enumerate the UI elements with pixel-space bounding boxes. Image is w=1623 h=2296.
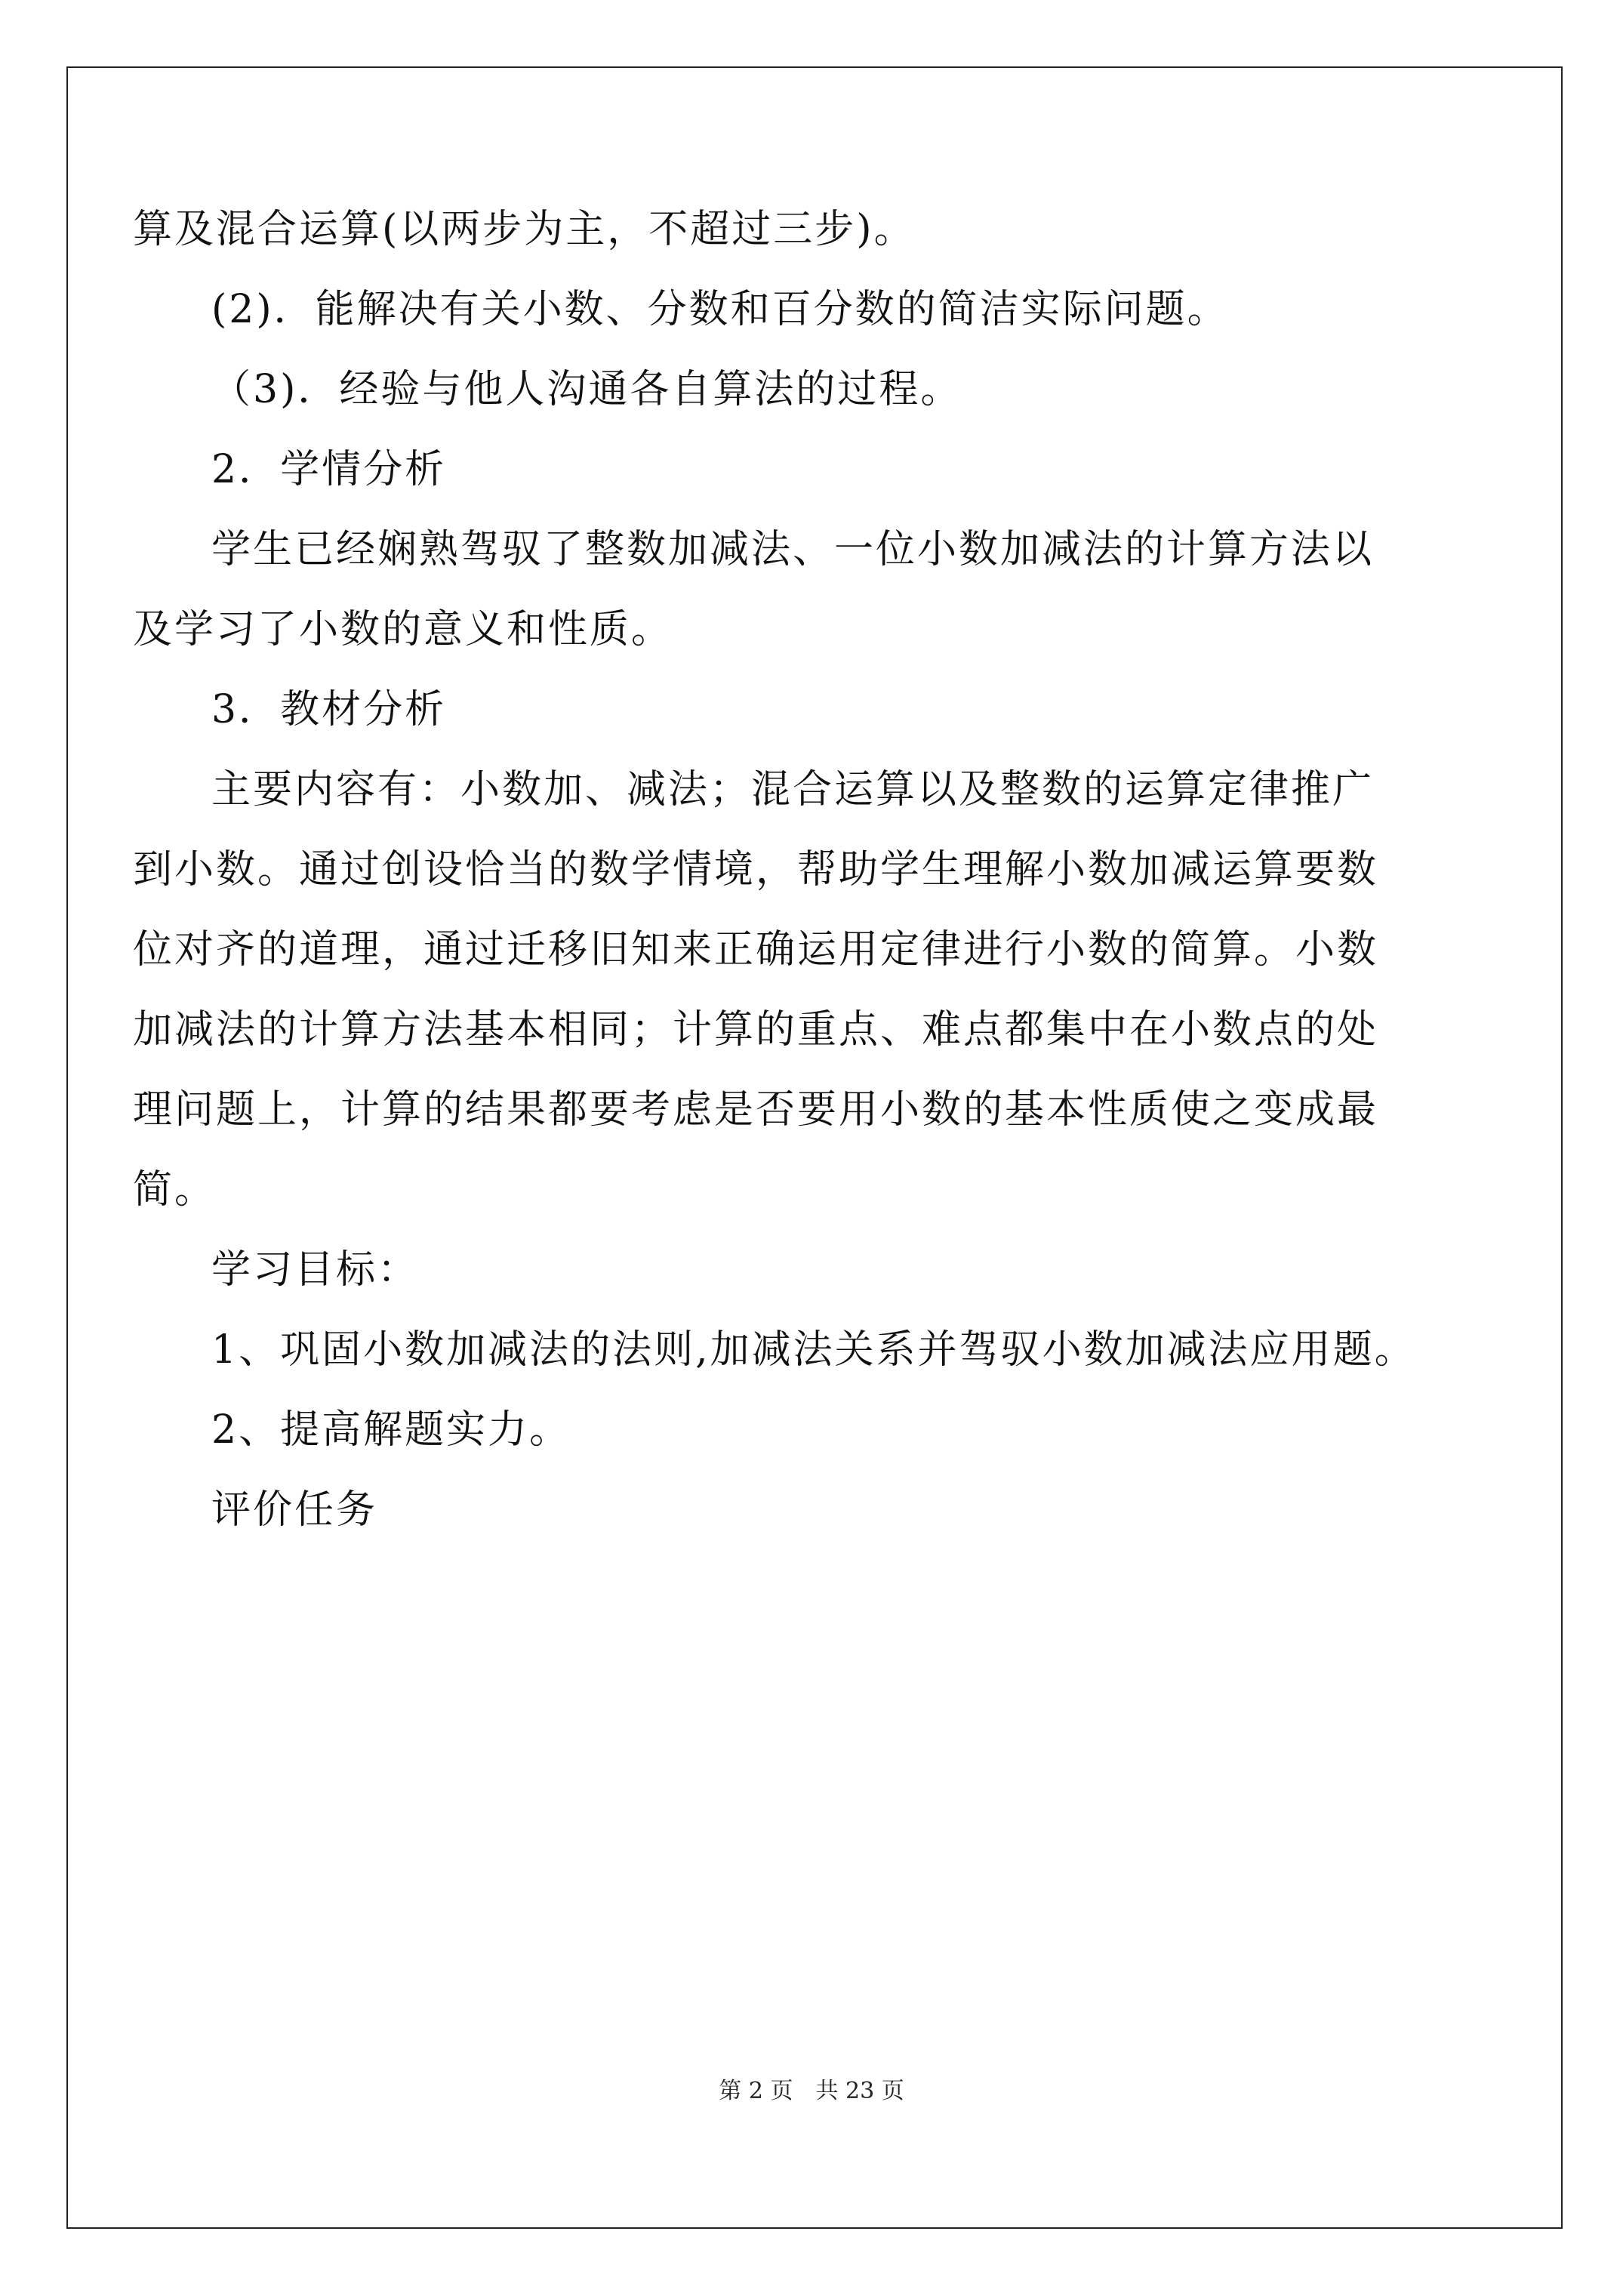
text-line: 简。 xyxy=(133,1167,217,1213)
text-line: 及学习了小数的意义和性质。 xyxy=(133,607,673,652)
text-line: 加减法的计算方法基本相同；计算的重点、难点都集中在小数点的处 xyxy=(133,1007,1379,1052)
section-heading: 3．教材分析 xyxy=(211,687,447,732)
text-line: 2、提高解题实力。 xyxy=(211,1407,571,1453)
section-heading: 评价任务 xyxy=(211,1487,378,1533)
text-line: 学生已经娴熟驾驭了整数加减法、一位小数加减法的计算方法以 xyxy=(211,527,1375,572)
section-heading: 2．学情分析 xyxy=(211,447,447,492)
text-line: 到小数。通过创设恰当的数学情境，帮助学生理解小数加减运算要数 xyxy=(133,847,1379,892)
text-line: (2)．能解决有关小数、分数和百分数的简洁实际问题。 xyxy=(211,287,1229,332)
page-number: 第 2 页 共 23 页 xyxy=(719,2078,904,2104)
text-line: 位对齐的道理，通过迁移旧知来正确运用定律进行小数的简算。小数 xyxy=(133,927,1379,972)
text-line: （3)．经验与他人沟通各自算法的过程。 xyxy=(211,367,962,412)
text-line: 理问题上，计算的结果都要考虑是否要用小数的基本性质使之变成最 xyxy=(133,1087,1379,1133)
text-line: 主要内容有：小数加、减法；混合运算以及整数的运算定律推广 xyxy=(211,767,1375,812)
text-line: 算及混合运算(以两步为主，不超过三步)。 xyxy=(133,207,916,252)
text-line: 1、巩固小数加减法的法则,加减法关系并驾驭小数加减法应用题。 xyxy=(211,1327,1416,1373)
section-heading: 学习目标： xyxy=(211,1247,420,1293)
